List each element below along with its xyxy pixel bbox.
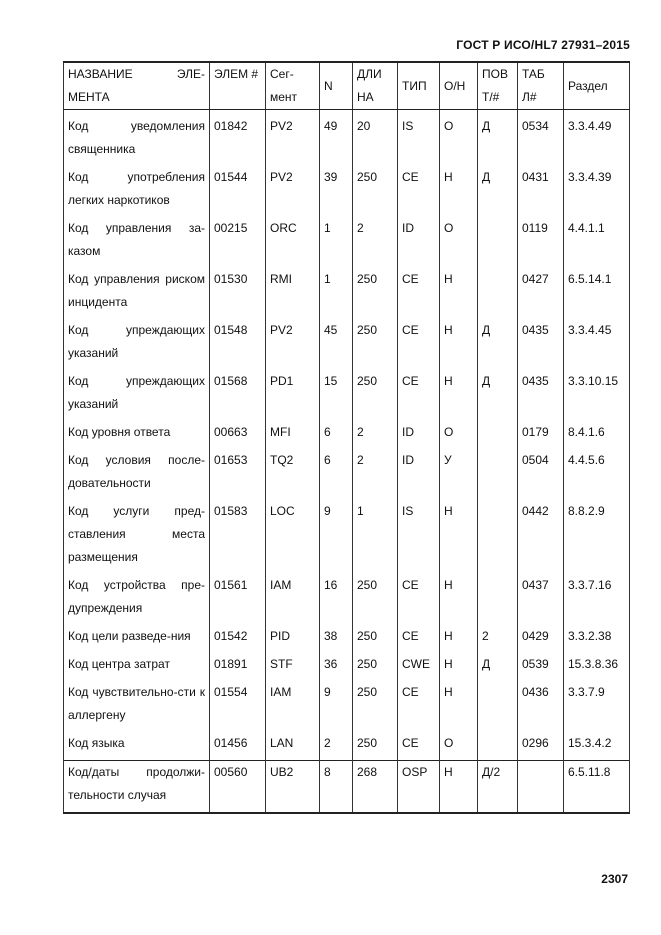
cell-name: Код уведомления священника [64, 110, 210, 167]
cell-elem: 01561 [210, 574, 266, 625]
cell-n: 9 [320, 500, 353, 574]
cell-repetition: 2 [478, 625, 518, 653]
cell-n: 6 [320, 421, 353, 449]
cell-name: Код чувствительно-сти к аллергену [64, 681, 210, 732]
column-header-length: ДЛИ НА [353, 62, 398, 110]
cell-length: 250 [353, 732, 398, 761]
cell-optionality: Н [440, 574, 478, 625]
cell-optionality: О [440, 217, 478, 268]
cell-table: 0435 [518, 370, 564, 421]
cell-elem: 00560 [210, 761, 266, 814]
cell-segment: IAM [266, 574, 320, 625]
cell-table: 0442 [518, 500, 564, 574]
cell-elem: 01530 [210, 268, 266, 319]
cell-length: 1 [353, 500, 398, 574]
cell-elem: 01548 [210, 319, 266, 370]
cell-n: 8 [320, 761, 353, 814]
cell-elem: 01568 [210, 370, 266, 421]
cell-repetition [478, 268, 518, 319]
cell-length: 20 [353, 110, 398, 167]
data-element-table [63, 61, 630, 814]
cell-optionality: Н [440, 681, 478, 732]
cell-repetition: Д [478, 653, 518, 681]
cell-segment: UB2 [266, 761, 320, 814]
cell-n: 16 [320, 574, 353, 625]
cell-table: 0539 [518, 653, 564, 681]
table-row [64, 268, 630, 319]
cell-section: 3.3.7.16 [564, 574, 630, 625]
cell-section: 6.5.11.8 [564, 761, 630, 814]
cell-table: 0119 [518, 217, 564, 268]
cell-type: ID [398, 449, 440, 500]
cell-table: 0431 [518, 166, 564, 217]
table-row [64, 319, 630, 370]
cell-name: Код употребления легких наркотиков [64, 166, 210, 217]
cell-optionality: Н [440, 653, 478, 681]
cell-name: Код услуги пред-ставления места размещения [64, 500, 210, 574]
cell-length: 250 [353, 268, 398, 319]
cell-length: 250 [353, 166, 398, 217]
cell-table: 0435 [518, 319, 564, 370]
cell-optionality: Н [440, 500, 478, 574]
cell-n: 15 [320, 370, 353, 421]
cell-name: Код условия после-довательности [64, 449, 210, 500]
cell-elem: 01891 [210, 653, 266, 681]
cell-type: CE [398, 319, 440, 370]
cell-length: 250 [353, 625, 398, 653]
cell-length: 250 [353, 370, 398, 421]
cell-type: CE [398, 268, 440, 319]
table-header-row [64, 62, 630, 110]
page-number: 2307 [601, 872, 628, 886]
cell-segment: STF [266, 653, 320, 681]
cell-type: CE [398, 681, 440, 732]
cell-optionality: Н [440, 761, 478, 814]
cell-elem: 01544 [210, 166, 266, 217]
cell-repetition [478, 217, 518, 268]
cell-repetition: Д [478, 166, 518, 217]
cell-elem: 01554 [210, 681, 266, 732]
cell-optionality: У [440, 449, 478, 500]
table-row [64, 500, 630, 574]
cell-elem: 01542 [210, 625, 266, 653]
cell-segment: RMI [266, 268, 320, 319]
column-header-table: ТАБ Л# [518, 62, 564, 110]
cell-segment: PV2 [266, 110, 320, 167]
cell-name: Код устройства пре-дупреждения [64, 574, 210, 625]
cell-name: Код управления за-казом [64, 217, 210, 268]
document-header: ГОСТ Р ИСО/HL7 27931–2015 [456, 38, 630, 52]
cell-length: 2 [353, 217, 398, 268]
table-row [64, 110, 630, 167]
cell-elem: 00215 [210, 217, 266, 268]
cell-segment: TQ2 [266, 449, 320, 500]
cell-type: CE [398, 732, 440, 761]
cell-section: 6.5.14.1 [564, 268, 630, 319]
cell-table: 0436 [518, 681, 564, 732]
cell-table: 0296 [518, 732, 564, 761]
cell-section: 3.3.7.9 [564, 681, 630, 732]
cell-section: 8.8.2.9 [564, 500, 630, 574]
cell-optionality: О [440, 110, 478, 167]
cell-length: 2 [353, 449, 398, 500]
table-row [64, 681, 630, 732]
cell-segment: PV2 [266, 319, 320, 370]
column-header-repetition: ПОВ Т/# [478, 62, 518, 110]
cell-optionality: Н [440, 166, 478, 217]
table-row [64, 217, 630, 268]
cell-name: Код цели разведе-ния [64, 625, 210, 653]
cell-elem: 01653 [210, 449, 266, 500]
cell-section: 3.3.4.49 [564, 110, 630, 167]
table-row [64, 449, 630, 500]
cell-length: 250 [353, 653, 398, 681]
cell-n: 2 [320, 732, 353, 761]
cell-name: Код упреждающих указаний [64, 319, 210, 370]
cell-segment: PV2 [266, 166, 320, 217]
cell-type: CE [398, 370, 440, 421]
cell-repetition [478, 732, 518, 761]
cell-section: 4.4.1.1 [564, 217, 630, 268]
cell-repetition [478, 449, 518, 500]
cell-segment: MFI [266, 421, 320, 449]
cell-n: 45 [320, 319, 353, 370]
cell-n: 1 [320, 268, 353, 319]
cell-optionality: Н [440, 268, 478, 319]
table-row [64, 625, 630, 653]
cell-table: 0429 [518, 625, 564, 653]
cell-table: 0427 [518, 268, 564, 319]
cell-elem: 01842 [210, 110, 266, 167]
cell-table: 0179 [518, 421, 564, 449]
cell-segment: IAM [266, 681, 320, 732]
column-header-optionality: О/Н [440, 62, 478, 110]
cell-type: CWE [398, 653, 440, 681]
cell-optionality: Н [440, 319, 478, 370]
cell-elem: 01583 [210, 500, 266, 574]
cell-type: CE [398, 574, 440, 625]
column-header-type: ТИП [398, 62, 440, 110]
cell-segment: LOC [266, 500, 320, 574]
cell-length: 250 [353, 681, 398, 732]
cell-optionality: О [440, 732, 478, 761]
table-row [64, 370, 630, 421]
cell-section: 15.3.8.36 [564, 653, 630, 681]
cell-repetition [478, 574, 518, 625]
cell-length: 268 [353, 761, 398, 814]
column-header-n: N [320, 62, 353, 110]
cell-name: Код языка [64, 732, 210, 761]
cell-section: 3.3.4.39 [564, 166, 630, 217]
cell-length: 2 [353, 421, 398, 449]
cell-repetition: Д [478, 319, 518, 370]
cell-name: Код уровня ответа [64, 421, 210, 449]
cell-name: Код упреждающих указаний [64, 370, 210, 421]
cell-optionality: Н [440, 625, 478, 653]
column-header-segment: Сег-мент [266, 62, 320, 110]
table-row [64, 653, 630, 681]
column-header-elem: ЭЛЕМ # [210, 62, 266, 110]
cell-type: CE [398, 625, 440, 653]
cell-section: 3.3.4.45 [564, 319, 630, 370]
cell-length: 250 [353, 319, 398, 370]
cell-segment: PD1 [266, 370, 320, 421]
cell-n: 49 [320, 110, 353, 167]
cell-section: 4.4.5.6 [564, 449, 630, 500]
table-row [64, 166, 630, 217]
cell-repetition [478, 421, 518, 449]
cell-section: 15.3.4.2 [564, 732, 630, 761]
cell-type: ID [398, 421, 440, 449]
column-header-name: НАЗВАНИЕ ЭЛЕ-МЕНТА [64, 62, 210, 110]
cell-section: 3.3.2.38 [564, 625, 630, 653]
cell-name: Код центра затрат [64, 653, 210, 681]
cell-n: 38 [320, 625, 353, 653]
cell-section: 8.4.1.6 [564, 421, 630, 449]
column-header-section: Раздел [564, 62, 630, 110]
cell-table: 0437 [518, 574, 564, 625]
table-row [64, 574, 630, 625]
cell-length: 250 [353, 574, 398, 625]
cell-repetition: Д [478, 370, 518, 421]
cell-repetition [478, 681, 518, 732]
table-row [64, 421, 630, 449]
cell-name: Код/даты продолжи-тельности случая [64, 761, 210, 814]
cell-type: IS [398, 500, 440, 574]
cell-type: IS [398, 110, 440, 167]
cell-segment: PID [266, 625, 320, 653]
table-row [64, 732, 630, 761]
table-body [64, 62, 630, 813]
cell-repetition: Д [478, 110, 518, 167]
cell-segment: ORC [266, 217, 320, 268]
cell-segment: LAN [266, 732, 320, 761]
cell-n: 39 [320, 166, 353, 217]
cell-table: 0534 [518, 110, 564, 167]
cell-name: Код управления риском инцидента [64, 268, 210, 319]
cell-optionality: О [440, 421, 478, 449]
cell-n: 36 [320, 653, 353, 681]
cell-repetition: Д/2 [478, 761, 518, 814]
cell-n: 1 [320, 217, 353, 268]
cell-type: CE [398, 166, 440, 217]
cell-elem: 01456 [210, 732, 266, 761]
cell-section: 3.3.10.15 [564, 370, 630, 421]
table-row [64, 761, 630, 814]
cell-n: 6 [320, 449, 353, 500]
cell-type: ID [398, 217, 440, 268]
cell-optionality: Н [440, 370, 478, 421]
cell-type: OSP [398, 761, 440, 814]
cell-table [518, 761, 564, 814]
cell-repetition [478, 500, 518, 574]
cell-elem: 00663 [210, 421, 266, 449]
cell-n: 9 [320, 681, 353, 732]
cell-table: 0504 [518, 449, 564, 500]
